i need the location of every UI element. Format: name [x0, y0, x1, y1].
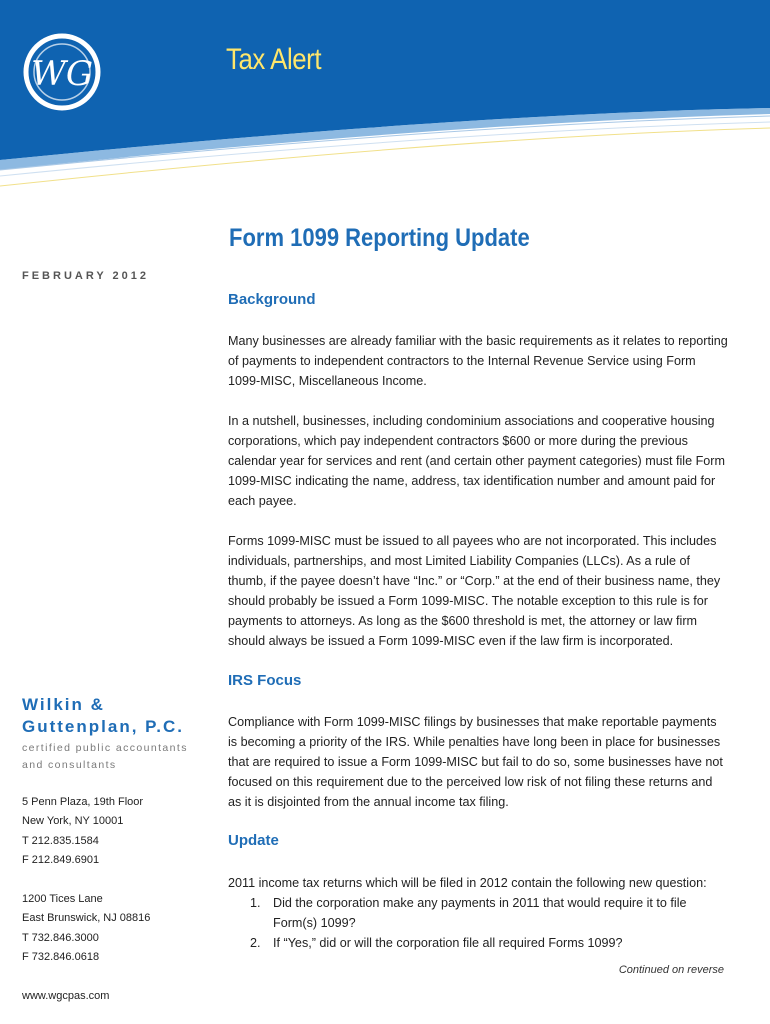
office-phone: T 212.835.1584 — [22, 834, 99, 847]
firm-tagline-line-1: certified public accountants — [22, 742, 188, 754]
background-paragraph-2: In a nutshell, businesses, including condominium associations and cooperative housing corporations, which pay independent contractors $600 or more during the previous calendar year for services and rent (and certain other payment categories) must file Form 1099-MISC indicating the name, address, tax identification number and amount paid for each payee. — [228, 414, 725, 508]
background-paragraph-3: Forms 1099-MISC must be issued to all payees who are not incorporated. This includes individuals, partnerships, and most Limited Liability Companies (LLCs). As a rule of thumb, if the payee doesn’t have “Inc.” or “Corp.” at the end of their business name, they should probably be issued a Form 1099-MISC. The notable exception to this rule is for payments to attorneys. As long as the $600 threshold is met, the attorney or law firm should always be issued a Form 1099-MISC even if the law firm is incorporated. — [228, 534, 721, 648]
firm-name — [22, 694, 184, 738]
list-item — [228, 893, 728, 933]
logo-text: WG — [30, 54, 94, 94]
firm-tagline — [22, 740, 188, 774]
office-new-york — [22, 793, 143, 871]
office-east-brunswick — [22, 890, 150, 968]
section-heading-update: Update — [228, 832, 279, 849]
office-street: 1200 Tices Lane — [22, 893, 103, 905]
office-fax: F 212.849.6901 — [22, 854, 100, 867]
page-title: Form 1099 Reporting Update — [229, 224, 530, 252]
irs-focus-paragraph: Compliance with Form 1099-MISC filings by businesses that make reportable payments is becoming a priority of the IRS. While penalties have long been in place for businesses that are required to issue a Form 1099-MISC but fail to do so, some businesses have not focused on this requirement due to the perceived low risk of not filing these returns and as it is disjointed from the annual income tax filing. — [228, 715, 723, 809]
list-item-number: 2. — [250, 936, 261, 950]
issue-date: FEBRUARY 2012 — [22, 270, 150, 282]
firm-name-line-2: Guttenplan, P.C. — [22, 717, 185, 736]
continued-note: Continued on reverse — [618, 964, 724, 976]
list-item-text: Did the corporation make any payments in 2011 that would require it to file Form(s) 1099? — [273, 896, 687, 930]
office-fax: F 732.846.0618 — [22, 951, 100, 964]
wg-logo-icon — [20, 30, 104, 114]
update-intro: 2011 income tax returns which will be filed in 2012 contain the following new question: — [228, 876, 707, 890]
list-item — [228, 933, 728, 953]
list-item-number: 1. — [250, 896, 261, 910]
header-banner — [0, 0, 770, 200]
office-city: East Brunswick, NJ 08816 — [22, 912, 151, 925]
header-title: Tax Alert — [226, 43, 322, 76]
section-heading-background: Background — [228, 291, 316, 308]
office-street: 5 Penn Plaza, 19th Floor — [22, 796, 144, 808]
website-link[interactable]: www.wgcpas.com — [22, 990, 110, 1002]
office-city: New York, NY 10001 — [22, 815, 124, 828]
firm-tagline-line-2: and consultants — [22, 759, 117, 771]
background-paragraph-1: Many businesses are already familiar with the basic requirements as it relates to reporting of payments to independent contractors to the Internal Revenue Service using Form 1099-MISC, Miscellaneous Income. — [228, 334, 728, 388]
section-heading-irs-focus: IRS Focus — [228, 672, 302, 689]
update-question-list — [228, 893, 728, 953]
list-item-text: If “Yes,” did or will the corporation file all required Forms 1099? — [273, 936, 623, 950]
firm-name-line-1: Wilkin & — [22, 695, 105, 714]
office-phone: T 732.846.3000 — [22, 931, 99, 944]
